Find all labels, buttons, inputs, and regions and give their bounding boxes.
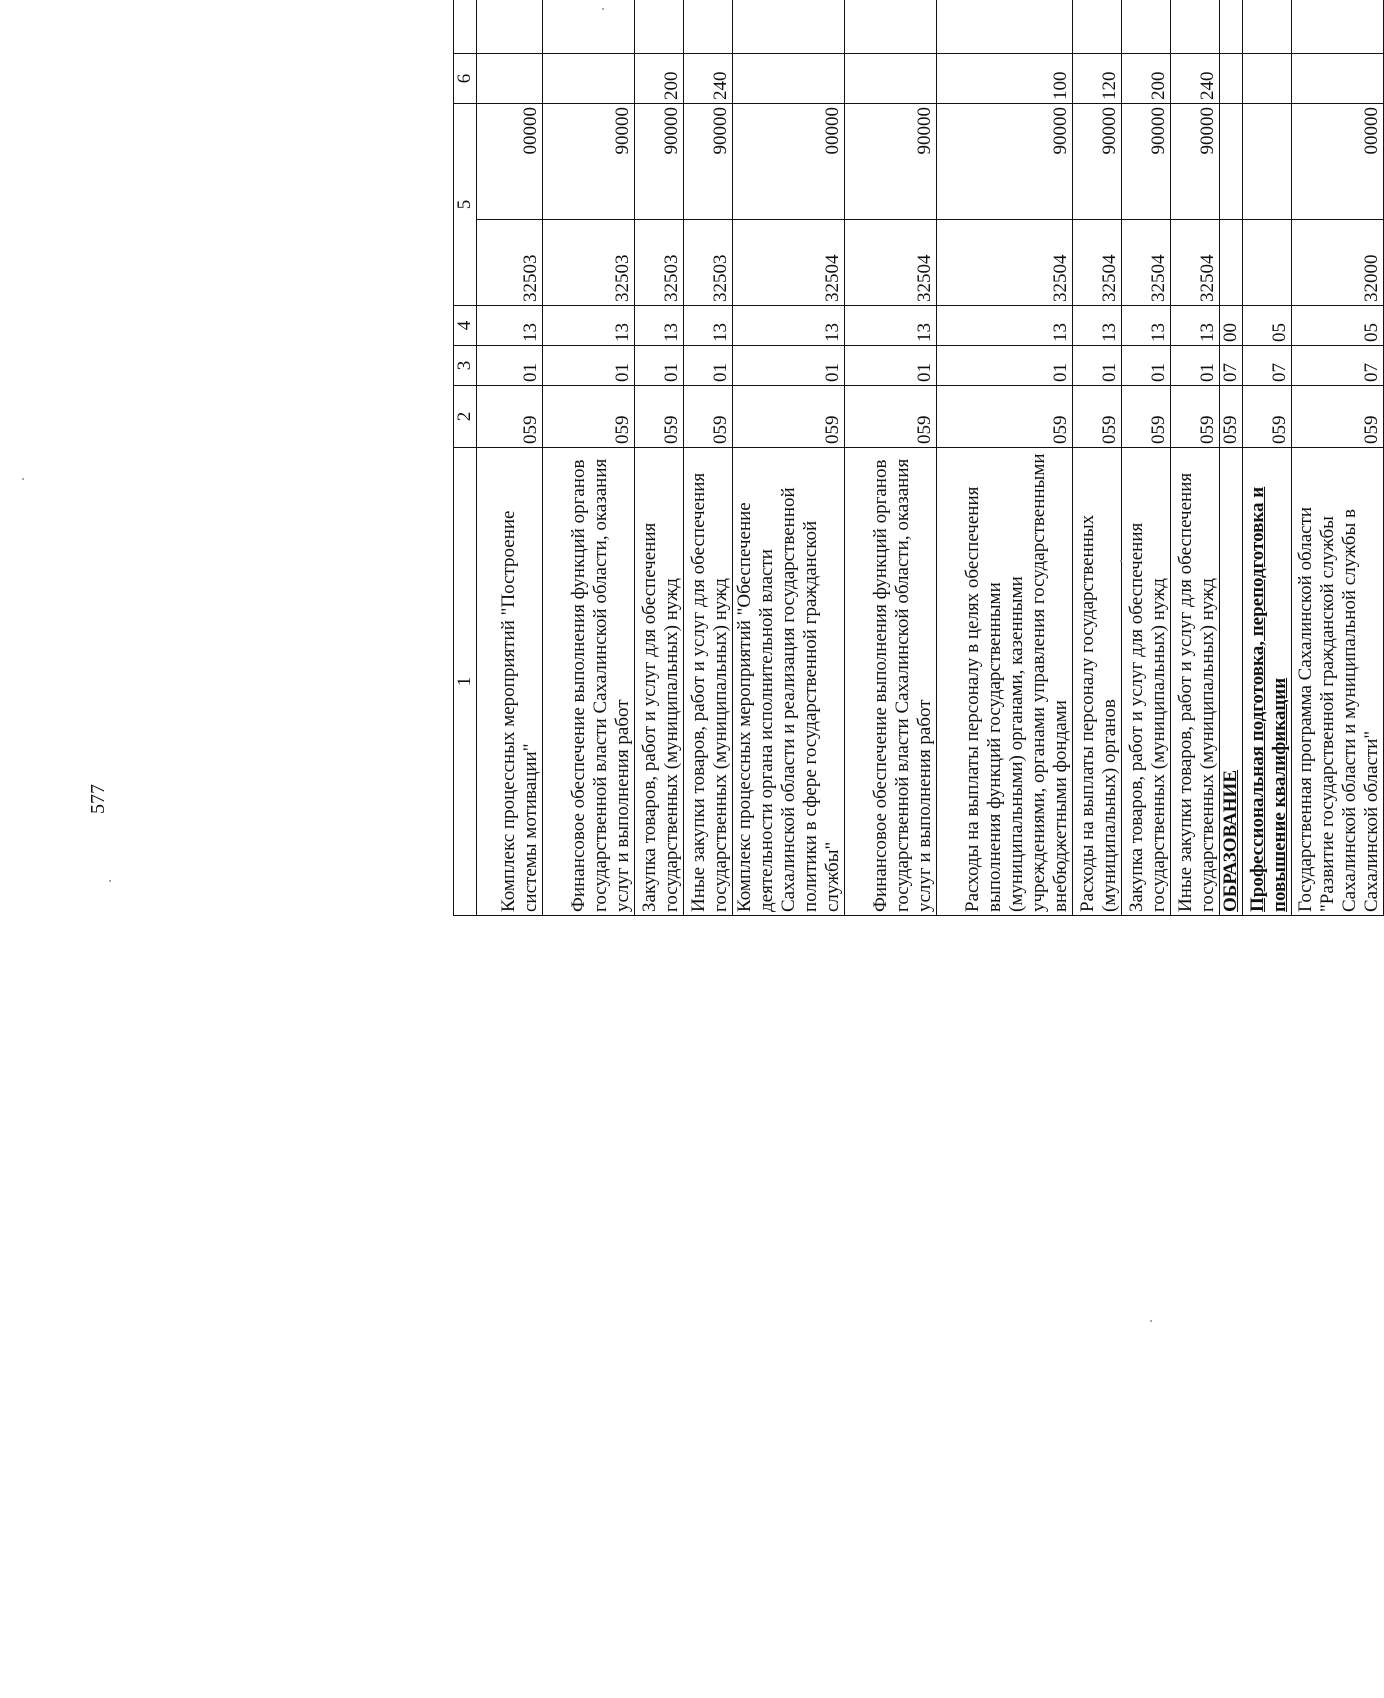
row-name-cell: Закупка товаров, работ и услуг для обеспечения государственных (муниципальных) нужд bbox=[635, 448, 684, 916]
section-code-cell: 07 bbox=[1220, 346, 1243, 386]
section-code-cell: 01 bbox=[1073, 346, 1122, 386]
target-article-suffix-cell: 90000 bbox=[635, 104, 684, 220]
gr-code-cell: 059 bbox=[543, 386, 635, 448]
subsection-code-cell: 05 bbox=[1292, 306, 1384, 346]
subsection-code-cell: 05 bbox=[1243, 306, 1292, 346]
scan-speck bbox=[602, 8, 604, 10]
section-code-cell: 01 bbox=[733, 346, 845, 386]
gr-code-cell: 059 bbox=[635, 386, 684, 448]
table-row bbox=[845, 0, 937, 916]
subsection-code-cell: 13 bbox=[1073, 306, 1122, 346]
amount-col7-cell bbox=[1122, 0, 1171, 54]
expense-type-cell: 240 bbox=[684, 54, 733, 104]
expense-type-cell: 200 bbox=[635, 54, 684, 104]
section-code-cell: 01 bbox=[635, 346, 684, 386]
expense-type-cell: 200 bbox=[1122, 54, 1171, 104]
expense-type-cell: 240 bbox=[1171, 54, 1220, 104]
subsection-code-cell: 13 bbox=[937, 306, 1073, 346]
section-code-cell: 01 bbox=[1171, 346, 1220, 386]
table-row bbox=[543, 0, 635, 916]
gr-code-cell: 059 bbox=[477, 386, 543, 448]
row-name-cell: ОБРАЗОВАНИЕ bbox=[1220, 448, 1243, 916]
col-header-6: 6 bbox=[454, 54, 477, 104]
subsection-code-cell: 13 bbox=[543, 306, 635, 346]
target-article-suffix-cell bbox=[1220, 104, 1243, 220]
gr-code-cell: 059 bbox=[1292, 386, 1384, 448]
section-code-cell: 01 bbox=[477, 346, 543, 386]
col-header-5: 5 bbox=[454, 104, 477, 306]
row-name-cell: Иные закупки товаров, работ и услуг для обеспечения государственных (муниципальных) нужд bbox=[684, 448, 733, 916]
table-row bbox=[937, 0, 1073, 916]
gr-code-cell: 059 bbox=[733, 386, 845, 448]
subsection-code-cell: 13 bbox=[1171, 306, 1220, 346]
target-article-suffix-cell: 90000 bbox=[684, 104, 733, 220]
amount-col7-cell bbox=[635, 0, 684, 54]
target-article-code-cell: 32504 bbox=[845, 220, 937, 306]
section-code-cell: 01 bbox=[937, 346, 1073, 386]
section-code-cell: 01 bbox=[684, 346, 733, 386]
column-number-row bbox=[454, 0, 477, 916]
section-code-cell: 01 bbox=[845, 346, 937, 386]
amount-col7-cell bbox=[1243, 0, 1292, 54]
scan-speck bbox=[1150, 1320, 1152, 1322]
row-name-cell: Финансовое обеспечение выполнения функций органов государственной власти Сахалинской области, оказания услуг и выполнения работ bbox=[845, 448, 937, 916]
expense-type-cell: 100 bbox=[937, 54, 1073, 104]
amount-col7-cell bbox=[1220, 0, 1243, 54]
section-code-cell: 01 bbox=[1122, 346, 1171, 386]
amount-col7-cell bbox=[937, 0, 1073, 54]
expense-type-cell bbox=[543, 54, 635, 104]
scan-speck bbox=[22, 478, 24, 480]
expense-type-cell bbox=[845, 54, 937, 104]
target-article-code-cell bbox=[1220, 220, 1243, 306]
amount-col7-cell bbox=[1073, 0, 1122, 54]
row-name-cell: Комплекс процессных мероприятий "Обеспечение деятельности органа исполнительной власти Сахалинской области и реализация государственной политики в сфере государственной гражданской службы" bbox=[733, 448, 845, 916]
subsection-code-cell: 13 bbox=[684, 306, 733, 346]
table-row bbox=[477, 0, 543, 916]
col-header-1: 1 bbox=[454, 448, 477, 916]
row-name-cell: Государственная программа Сахалинской области "Развитие государственной гражданской службы Сахалинской области и муниципальной службы в Сахалинской области" bbox=[1292, 448, 1384, 916]
target-article-code-cell: 32503 bbox=[635, 220, 684, 306]
gr-code-cell: 059 bbox=[1073, 386, 1122, 448]
amount-col7-cell bbox=[543, 0, 635, 54]
scan-speck bbox=[1120, 560, 1122, 562]
amount-col7-cell bbox=[684, 0, 733, 54]
table-row bbox=[1122, 0, 1171, 916]
section-code-cell: 01 bbox=[543, 346, 635, 386]
col-header-7 bbox=[454, 0, 477, 54]
gr-code-cell: 059 bbox=[684, 386, 733, 448]
target-article-suffix-cell: 00000 bbox=[477, 104, 543, 220]
row-name-cell: Комплекс процессных мероприятий "Построение системы мотивации" bbox=[477, 448, 543, 916]
amount-col7-cell bbox=[845, 0, 937, 54]
scan-speck bbox=[109, 880, 111, 882]
row-name-cell: Расходы на выплаты персоналу государственных (муниципальных) органов bbox=[1073, 448, 1122, 916]
target-article-code-cell bbox=[1243, 220, 1292, 306]
target-article-suffix-cell: 90000 bbox=[1073, 104, 1122, 220]
section-code-cell: 07 bbox=[1292, 346, 1384, 386]
col-header-3: 3 bbox=[454, 346, 477, 386]
row-name-cell: Финансовое обеспечение выполнения функций органов государственной власти Сахалинской области, оказания услуг и выполнения работ bbox=[543, 448, 635, 916]
amount-col7-cell bbox=[1292, 0, 1384, 54]
subsection-code-cell: 13 bbox=[477, 306, 543, 346]
target-article-code-cell: 32000 bbox=[1292, 220, 1384, 306]
target-article-suffix-cell: 90000 bbox=[937, 104, 1073, 220]
row-name-cell: Расходы на выплаты персоналу в целях обеспечения выполнения функций государственными (муниципальными) органами, казенными учреждениями, органами управления государственными внебюджетными фондами bbox=[937, 448, 1073, 916]
table-row bbox=[635, 0, 684, 916]
expense-type-cell bbox=[1243, 54, 1292, 104]
row-name-cell: Закупка товаров, работ и услуг для обеспечения государственных (муниципальных) нужд bbox=[1122, 448, 1171, 916]
table-body bbox=[454, 0, 1384, 916]
target-article-code-cell: 32504 bbox=[1073, 220, 1122, 306]
gr-code-cell: 059 bbox=[1220, 386, 1243, 448]
gr-code-cell: 059 bbox=[1171, 386, 1220, 448]
rotated-table-container bbox=[453, 0, 1382, 916]
target-article-code-cell: 32503 bbox=[543, 220, 635, 306]
subsection-code-cell: 13 bbox=[1122, 306, 1171, 346]
row-name-cell: Иные закупки товаров, работ и услуг для обеспечения государственных (муниципальных) нужд bbox=[1171, 448, 1220, 916]
gr-code-cell: 059 bbox=[937, 386, 1073, 448]
expense-type-cell bbox=[477, 54, 543, 104]
target-article-code-cell: 32503 bbox=[684, 220, 733, 306]
table-row bbox=[1292, 0, 1384, 916]
target-article-code-cell: 32503 bbox=[477, 220, 543, 306]
amount-col7-cell bbox=[1171, 0, 1220, 54]
amount-col7-cell bbox=[477, 0, 543, 54]
gr-code-cell: 059 bbox=[1122, 386, 1171, 448]
expense-type-cell: 120 bbox=[1073, 54, 1122, 104]
col-header-2: 2 bbox=[454, 386, 477, 448]
subsection-code-cell: 00 bbox=[1220, 306, 1243, 346]
table-row bbox=[1171, 0, 1220, 916]
expense-type-cell bbox=[1292, 54, 1384, 104]
expense-type-cell bbox=[1220, 54, 1243, 104]
target-article-suffix-cell: 90000 bbox=[845, 104, 937, 220]
section-code-cell: 07 bbox=[1243, 346, 1292, 386]
row-name-cell: Профессиональная подготовка, переподготовка и повышение квалификации bbox=[1243, 448, 1292, 916]
gr-code-cell: 059 bbox=[845, 386, 937, 448]
col-header-4: 4 bbox=[454, 306, 477, 346]
table-row bbox=[684, 0, 733, 916]
target-article-code-cell: 32504 bbox=[733, 220, 845, 306]
table-row bbox=[733, 0, 845, 916]
target-article-suffix-cell: 90000 bbox=[1122, 104, 1171, 220]
target-article-code-cell: 32504 bbox=[1122, 220, 1171, 306]
expense-type-cell bbox=[733, 54, 845, 104]
target-article-code-cell: 32504 bbox=[1171, 220, 1220, 306]
table-row bbox=[1220, 0, 1243, 916]
target-article-code-cell: 32504 bbox=[937, 220, 1073, 306]
budget-table bbox=[453, 0, 1384, 916]
gr-code-cell: 059 bbox=[1243, 386, 1292, 448]
subsection-code-cell: 13 bbox=[845, 306, 937, 346]
target-article-suffix-cell bbox=[1243, 104, 1292, 220]
target-article-suffix-cell: 90000 bbox=[1171, 104, 1220, 220]
page-number: 577 bbox=[87, 784, 109, 814]
target-article-suffix-cell: 00000 bbox=[1292, 104, 1384, 220]
subsection-code-cell: 13 bbox=[635, 306, 684, 346]
target-article-suffix-cell: 00000 bbox=[733, 104, 845, 220]
amount-col7-cell bbox=[733, 0, 845, 54]
table-row bbox=[1073, 0, 1122, 916]
target-article-suffix-cell: 90000 bbox=[543, 104, 635, 220]
table-row bbox=[1243, 0, 1292, 916]
subsection-code-cell: 13 bbox=[733, 306, 845, 346]
